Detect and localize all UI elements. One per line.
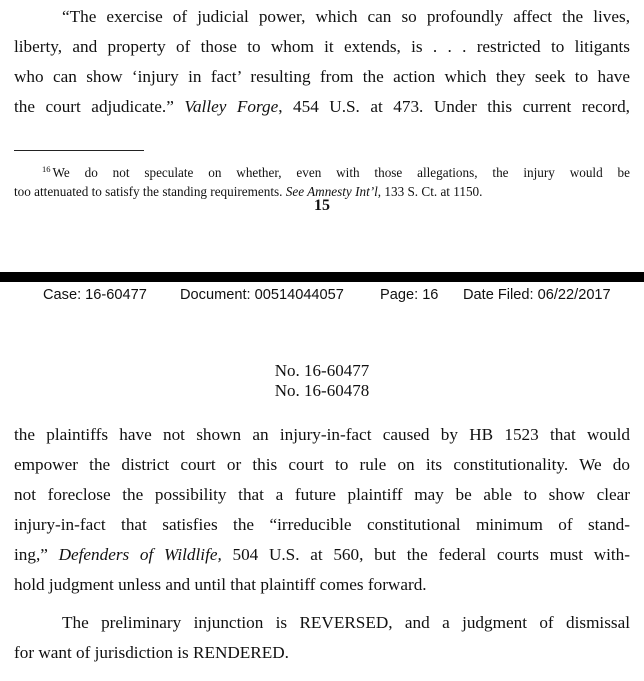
filing-header — [0, 287, 644, 307]
paragraph-line: empower the district court or this court to rule on its constitutionality. We do — [14, 455, 630, 474]
text-segment: 504 U.S. at 560, but the federal courts must with- — [221, 545, 631, 564]
quoted-paragraph — [14, 2, 630, 122]
case-number: Case: 16-60477 — [43, 287, 147, 303]
case-citation: Valley Forge — [184, 97, 279, 116]
footnote-16 — [14, 160, 630, 201]
text-segment: , 133 S. Ct. at 1150. — [377, 184, 483, 199]
paragraph-line: not foreclose the possibility that a future plaintiff may be able to show clear — [14, 485, 630, 504]
docket-number: No. 16-60478 — [274, 381, 370, 400]
footnote-number: 16 — [42, 164, 51, 174]
paragraph-line-with-citation — [14, 92, 630, 122]
footnote-line — [14, 160, 630, 182]
document-number: Document: 00514044057 — [180, 287, 344, 303]
paragraph-line: the plaintiffs have not shown an injury-in-fact caused by HB 1523 that would — [14, 425, 630, 444]
previous-page-bottom — [0, 0, 644, 270]
case-citation: See Amnesty Int’l — [285, 184, 378, 199]
paragraph-line: for want of jurisdiction is RENDERED. — [14, 643, 289, 662]
paragraph-line: liberty, and property of those to whom it extends, is . . . restricted to litigants — [14, 37, 630, 56]
docket-number: No. 16-60477 — [274, 361, 370, 380]
paragraph-line: hold judgment unless and until that plaintiff comes forward. — [14, 575, 427, 594]
text-segment: ing,” — [14, 545, 59, 564]
text-segment: , 454 U.S. at 473. Under this current record, — [278, 97, 630, 116]
page-indicator: Page: 16 — [380, 287, 439, 303]
text-segment: too attenuated to satisfy the standing requirements. — [14, 184, 286, 199]
disposition-paragraph — [14, 608, 630, 668]
paragraph-line: The preliminary injunction is REVERSED, and a judgment of dismissal — [62, 613, 630, 632]
paragraph-line-with-citation — [14, 540, 630, 570]
footnote-text: We do not speculate on whether, even with those allegations, the injury would be — [52, 165, 630, 180]
footnote-separator — [14, 150, 144, 151]
case-citation: Defenders of Wildlife, — [58, 545, 222, 564]
opinion-paragraph — [14, 420, 630, 600]
paragraph-line: “The exercise of judicial power, which can so profoundly affect the lives, — [62, 7, 630, 26]
date-filed: Date Filed: 06/22/2017 — [463, 287, 611, 303]
text-segment: the court adjudicate.” — [14, 97, 185, 116]
page-number: 15 — [314, 197, 330, 214]
paragraph-line: injury-in-fact that satisfies the “irreducible constitutional minimum of stand- — [14, 515, 630, 534]
page-divider — [0, 272, 644, 282]
paragraph-line: who can show ‘injury in fact’ resulting from the action which they seek to have — [14, 67, 630, 86]
